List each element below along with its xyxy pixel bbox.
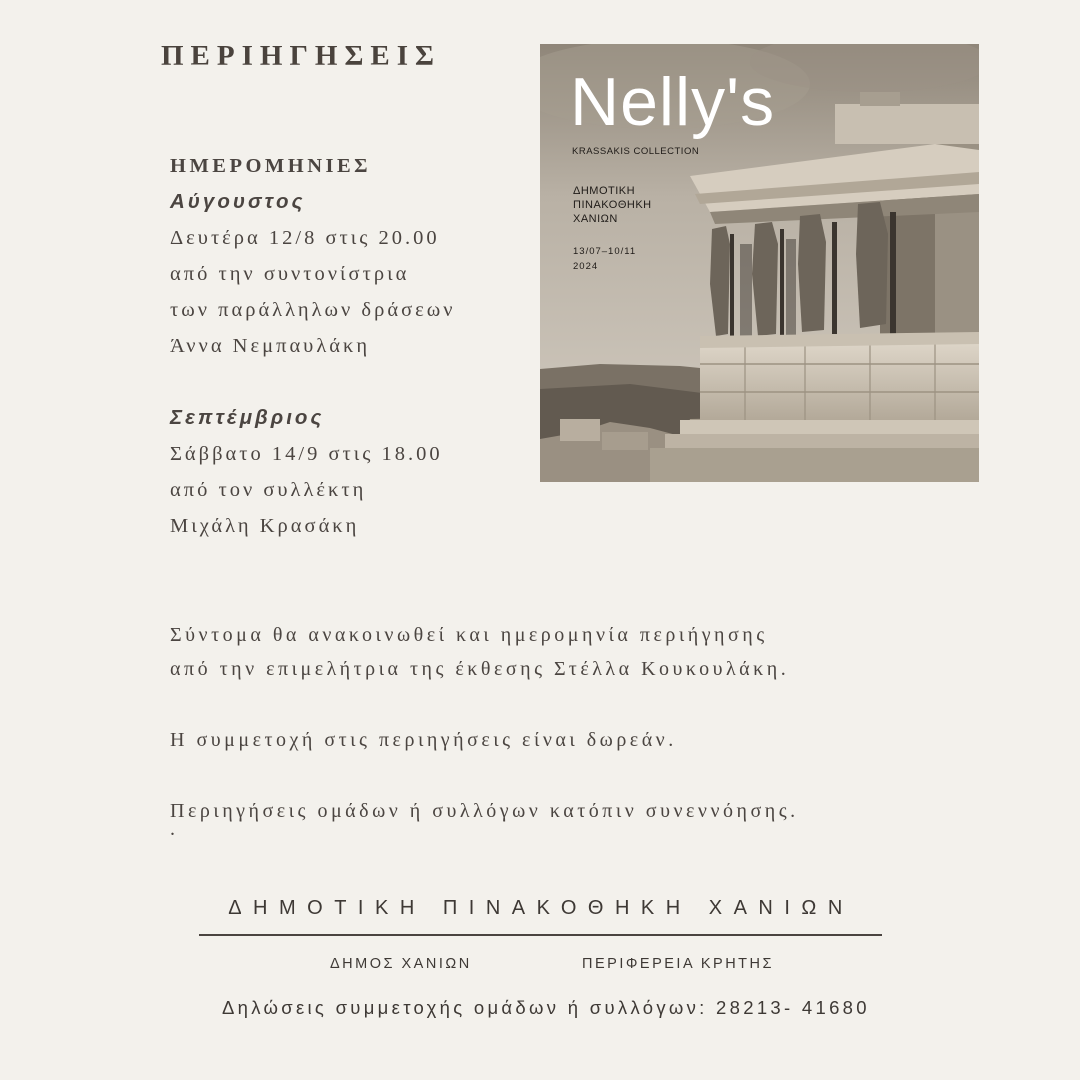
exhibition-poster	[540, 44, 979, 482]
month-august: Αύγουστος	[170, 190, 306, 213]
poster-brand: Nelly's	[570, 64, 776, 140]
poster-collection: KRASSAKIS COLLECTION	[572, 146, 700, 157]
announcement-line: Σύντομα θα ανακοινωθεί και ημερομηνία περιήγησης	[170, 624, 768, 646]
spacer	[170, 364, 530, 400]
poster-venue-line: ΔΗΜΟΤΙΚΗ	[573, 185, 636, 197]
footer-divider	[199, 934, 882, 936]
announcement-line: από την επιμελήτρια της έκθεσης Στέλλα Κουκουλάκη.	[170, 658, 790, 680]
august-line: Δευτέρα 12/8 στις 20.00	[170, 227, 440, 249]
august-line: από την συντονίστρια	[170, 263, 410, 285]
september-line: Σάββατο 14/9 στις 18.00	[170, 443, 443, 465]
dates-heading: ΗΜΕΡΟΜΗΝΙΕΣ	[170, 155, 372, 177]
august-line: των παράλληλων δράσεων	[170, 299, 456, 321]
dates-section	[170, 148, 530, 544]
info-section	[170, 618, 970, 840]
gallery-name: ΔΗΜΟΤΙΚΗ ΠΙΝΑΚΟΘΗΚΗ ΧΑΝΙΩΝ	[228, 897, 854, 919]
poster-venue	[573, 184, 652, 226]
poster-period	[573, 244, 636, 274]
group-tours: Περιηγήσεις ομάδων ή συλλόγων κατόπιν συνεννόησης.	[170, 800, 799, 822]
region-label: ΠΕΡΙΦΕΡΕΙΑ ΚΡΗΤΗΣ	[582, 956, 774, 972]
poster-venue-line: ΧΑΝΙΩΝ	[573, 213, 618, 225]
free-participation: Η συμμετοχή στις περιηγήσεις είναι δωρεάν.	[170, 729, 677, 751]
poster-venue-line: ΠΙΝΑΚΟΘΗΚΗ	[573, 199, 652, 211]
trailing-dot: .	[170, 818, 179, 840]
spacer	[170, 757, 970, 794]
august-line: Άννα Νεμπαυλάκη	[170, 335, 371, 357]
september-line: Μιχάλη Κρασάκη	[170, 515, 360, 537]
municipality-label: ΔΗΜΟΣ ΧΑΝΙΩΝ	[330, 956, 472, 972]
poster-date-range: 13/07–10/11	[573, 246, 637, 257]
spacer	[170, 686, 970, 723]
month-september: Σεπτέμβριος	[170, 406, 325, 429]
poster-year: 2024	[573, 261, 599, 272]
registrations-phone: Δηλώσεις συμμετοχής ομάδων ή συλλόγων: 28213- 41680	[222, 997, 870, 1018]
page-title: ΠΕΡΙΗΓΗΣΕΙΣ	[161, 40, 442, 72]
september-line: από τον συλλέκτη	[170, 479, 367, 501]
